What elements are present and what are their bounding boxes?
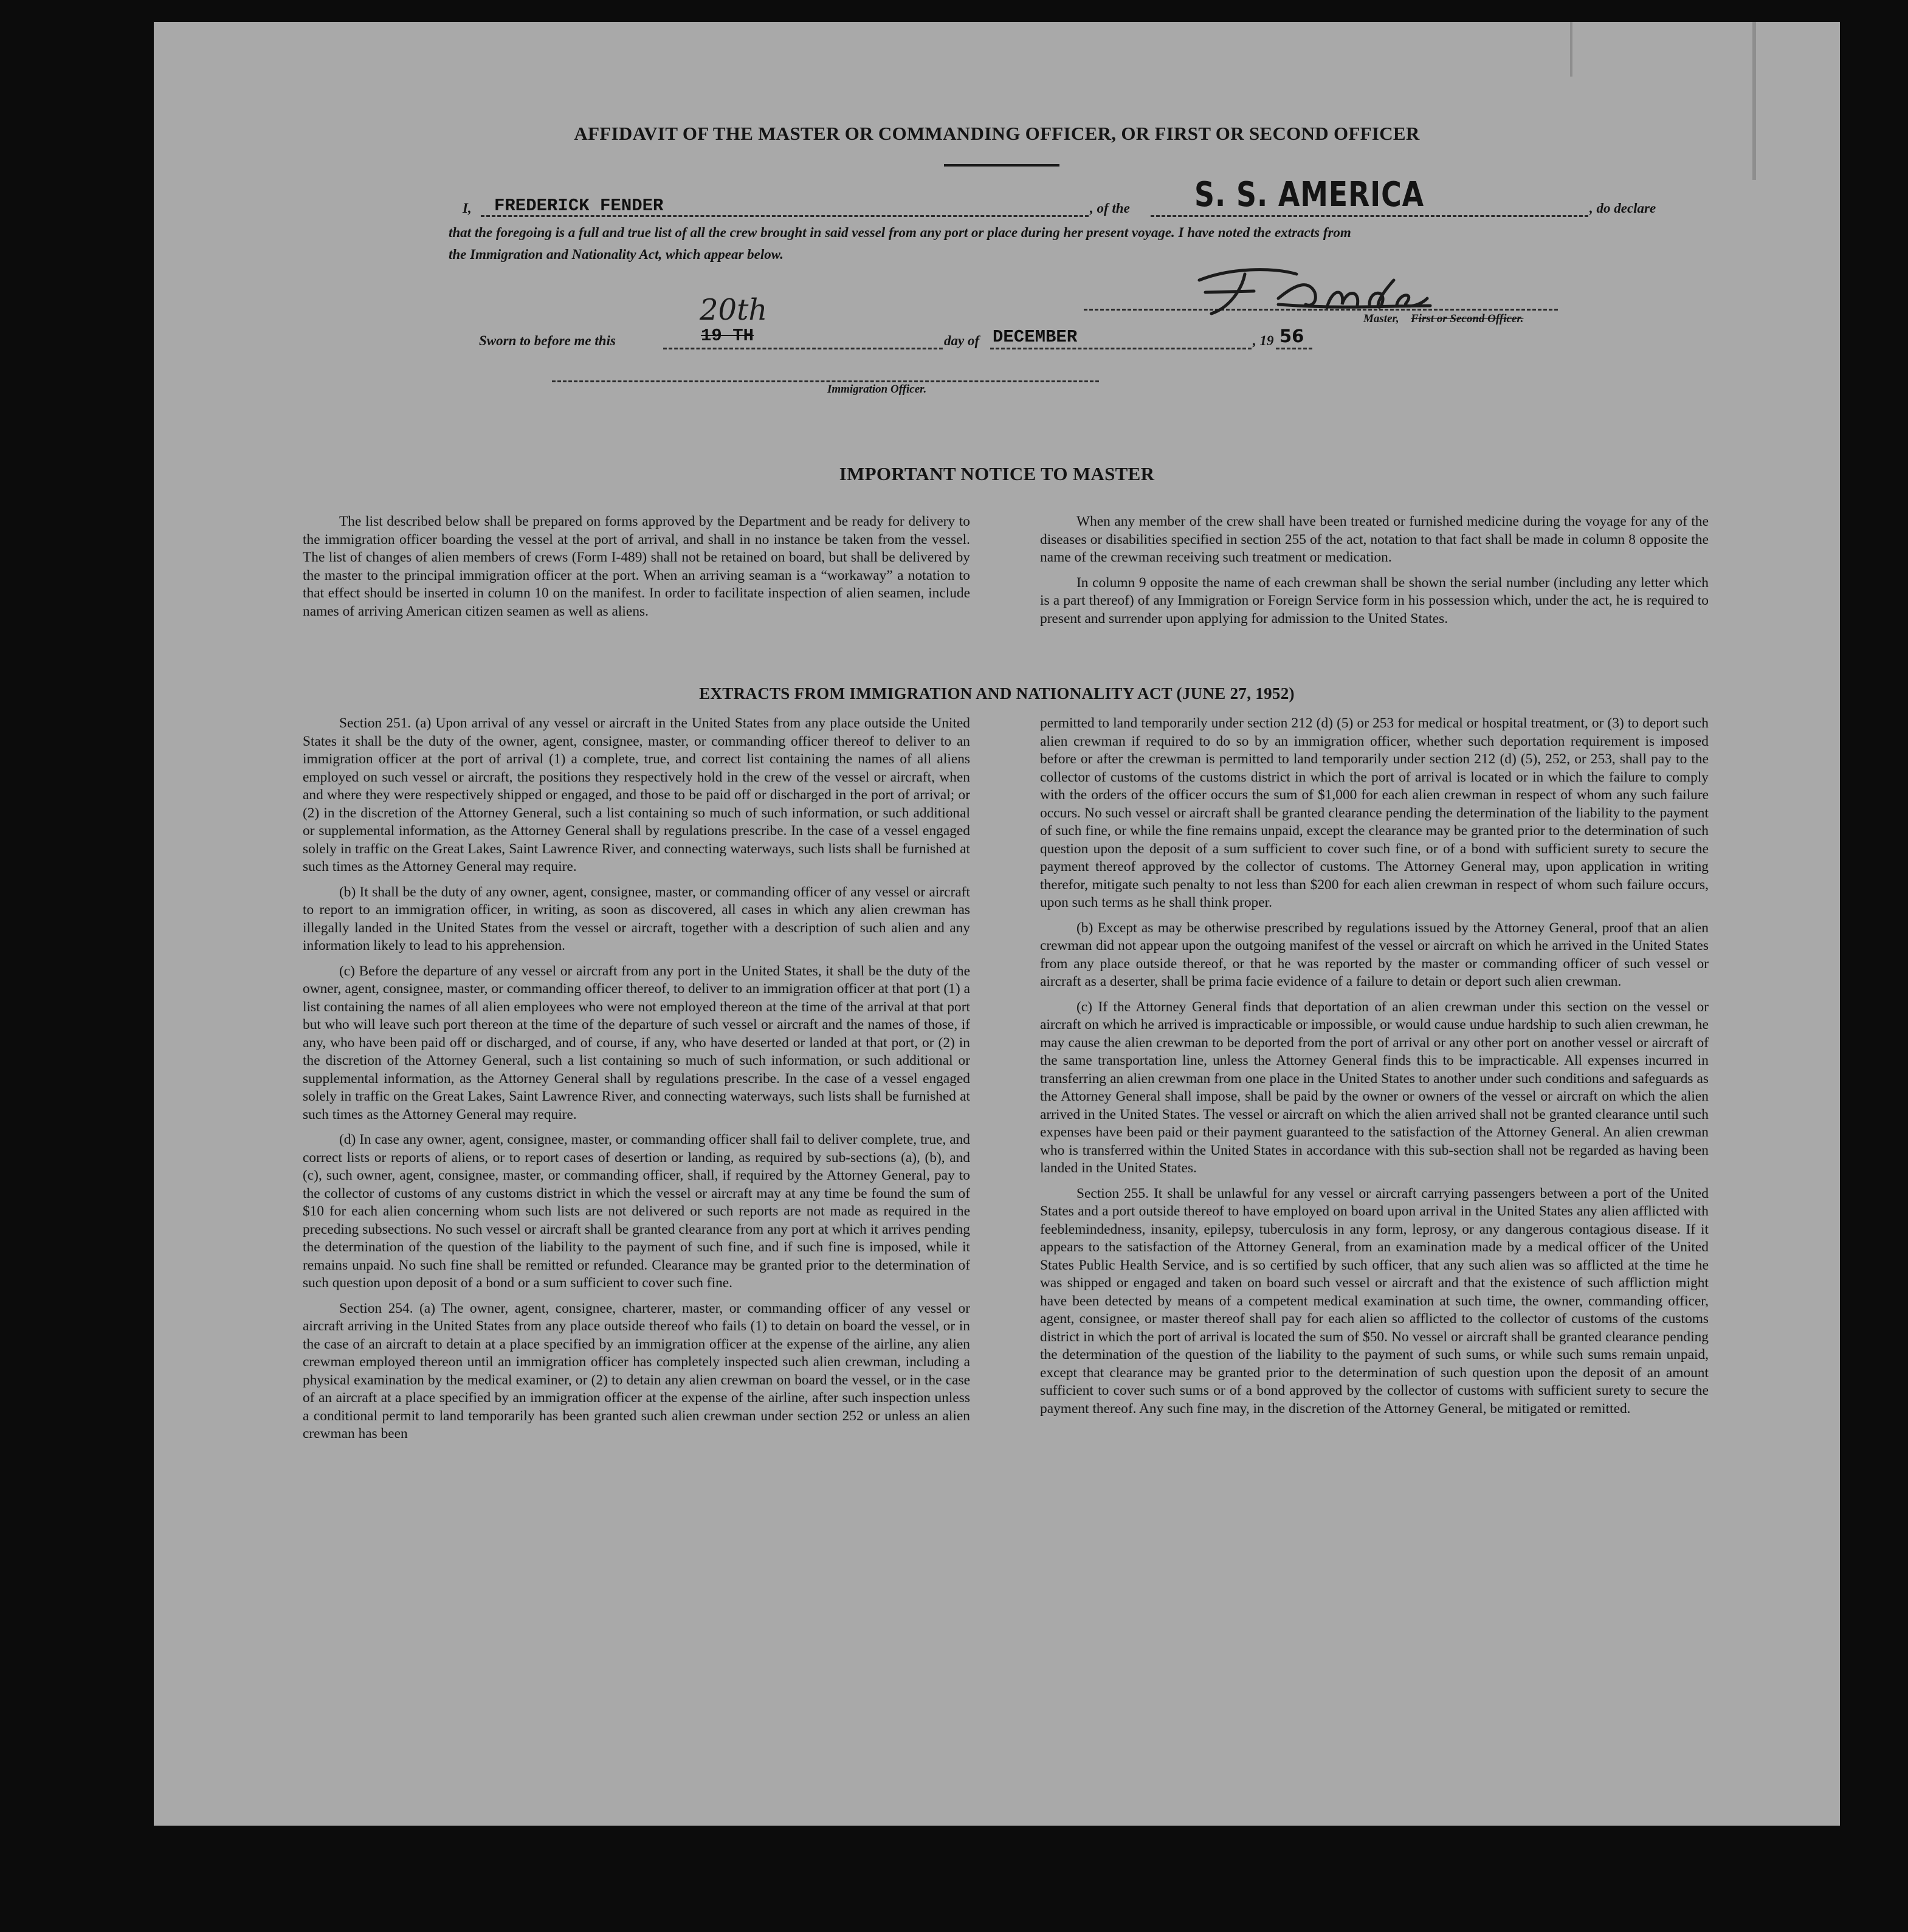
do-declare-label: , do declare <box>1589 201 1656 216</box>
scan-artifact <box>1570 22 1572 77</box>
notice-title: IMPORTANT NOTICE TO MASTER <box>839 463 1155 484</box>
vessel-name: S. S. AMERICA <box>1194 175 1424 215</box>
immigration-officer-line <box>552 379 1099 382</box>
act-section-251a: Section 251. (a) Upon arrival of any vessel or aircraft in the United States from any place outside the United States it shall be the duty of the owner, agent, consignee, master, or commanding officer thereof to deliver to an immigration officer at the port of arrival (1) a complete, true, and correct list containing the names of all aliens employed on such vessel or aircraft, the positions they respectively hold in the crew of the vessel or aircraft, when and where they were respectively shipped or engaged, and those to be paid off or discharged in the port of arrival; or (2) in the discretion of the Attorney General, such a list containing so much of such information, or such additional or supplemental information, as the Attorney General shall by regulations prescribe. In the case of a vessel engaged solely in traffic on the Great Lakes, Saint Lawrence River, and connecting waterways, such lists shall be furnished at such times as the Attorney General may require. <box>303 715 970 875</box>
master-name: FREDERICK FENDER <box>494 196 664 216</box>
extracts-right-column <box>1040 715 1709 1425</box>
act-section-254a-continued: permitted to land temporarily under section 212 (d) (5) or 253 for medical or hospital treatment, or (3) to deport such alien crewman if required to do so by an immigration officer, whether such deportation requirement is imposed before or after the crewman is permitted to land temporarily under section 212 (d) (5), 252, or 253, shall pay to the collector of customs of the customs district in which the port of arrival is located or in which the failure to comply with the orders of the officer occurs the sum of $1,000 for each alien crewman in respect of whom any such failure occurs. No such vessel or aircraft shall be granted clearance pending the determination of the liability to the payment of such fine, or while the fine remains unpaid, except the clearance may be granted prior to the determination of such question upon the deposit of a sum sufficient to cover such fine, or of a bond with sufficient surety to secure the payment thereof approved by the collector of customs. The Attorney General may, upon application in writing therefor, mitigate such penalty to not less than $200 for each alien crewman in respect of whom such failure occurs, upon such terms as he shall think proper. <box>1040 715 1709 910</box>
sworn-day-fill-line <box>663 346 943 349</box>
sworn-label: Sworn to before me this <box>479 333 616 348</box>
title-divider <box>944 164 1059 167</box>
act-section-251c: (c) Before the departure of any vessel or aircraft from any port in the United States, it shall be the duty of the owner, agent, consignee, master, or commanding officer thereof, to deliver to an immigration officer at that port (1) a list containing the names of all alien employees who were not employed thereon at the time of the arrival at that port but who will leave such port thereon at the time of the departure of such vessel or aircraft and the names of those, if any, who have been paid off or discharged, and of course, if any, who have deserted or landed at that port, or (2) in the discretion of the Attorney General, such a list containing so much of such information, or such additional or supplemental information, as the Attorney General shall by regulations prescribe. In the case of a vessel engaged solely in traffic on the Great Lakes, Saint Lawrence River, and connecting waterways, such lists shall be furnished at such times as the Attorney General may require. <box>303 963 970 1122</box>
act-section-254c: (c) If the Attorney General finds that deportation of an alien crewman under this section on the vessel or aircraft on which he arrived is impracticable or impossible, or would cause undue hardship to such alien crewman, he may cause the alien crewman to be deported from the port of arrival or any other port on another vessel or aircraft of the same transportation line, unless the Attorney General finds this to be impracticable. All expenses incurred in transferring an alien crewman from one place in the United States to another under such conditions and safeguards as the Attorney General shall impose, shall be paid by the owner or owners of the vessel or aircraft on which the alien arrived in the United States. The vessel or aircraft on which the alien arrived shall not be granted clearance until such expenses have been paid or their payment guaranteed to the satisfaction of the Attorney General. An alien crewman who is transferred within the United States in accordance with this sub-section shall not be regarded as having been landed in the United States. <box>1040 999 1709 1176</box>
notice-left-column <box>303 513 970 628</box>
signature-label-master: Master, <box>1363 312 1399 325</box>
notice-right-column <box>1040 513 1709 635</box>
signature-image <box>1187 256 1442 323</box>
immigration-officer-label: Immigration Officer. <box>827 383 927 396</box>
signature-label-struck: First or Second Officer. <box>1411 312 1524 325</box>
sworn-day-handwritten: 20th <box>700 293 768 327</box>
act-section-254b: (b) Except as may be otherwise prescribed by regulations issued by the Attorney General, proof that an alien crewman did not appear upon the outgoing manifest of the vessel or aircraft on which he arrived in the United States from any place outside thereof, or that he was reported by the master or commanding officer of such vessel or aircraft as a deserter, shall be prima facie evidence of a failure to detain or deport such alien crewman. <box>1040 920 1709 989</box>
year-fill-line <box>1276 346 1312 349</box>
extracts-title: EXTRACTS FROM IMMIGRATION AND NATIONALITY ACT (JUNE 27, 1952) <box>699 684 1295 703</box>
sworn-day-typed: 19 TH <box>701 326 754 346</box>
scan-artifact <box>1752 22 1756 180</box>
act-section-251b: (b) It shall be the duty of any owner, agent, consignee, master, or commanding officer of any vessel or aircraft to report to an immigration officer, in writing, as soon as discovered, all cases in which any alien crewman has illegally landed in the United States from the vessel or aircraft, together with a description of such alien and any information likely to lead to his apprehension. <box>303 884 970 954</box>
document-sheet <box>154 22 1840 1826</box>
sworn-month: DECEMBER <box>993 327 1078 347</box>
affidavit-title: AFFIDAVIT OF THE MASTER OR COMMANDING OFFICER, OR FIRST OR SECOND OFFICER <box>574 123 1420 144</box>
of-the-label: , of the <box>1090 201 1130 216</box>
act-section-251d: (d) In case any owner, agent, consignee, master, or commanding officer shall fail to deliver complete, true, and correct lists or reports of aliens, or to report cases of desertion or landing, as required by sub-sections (a), (b), and (c), such owner, agent, consignee, master, or commanding officer, shall, if required by the Attorney General, pay to the collector of customs of any customs district in which the vessel or aircraft may at any time be found the sum of $10 for each alien concerning whom such lists are not delivered or such reports are not made as required in the preceding subsections. No such vessel or aircraft shall be granted clearance from any port at which it arrives pending the determination of the question of the liability to the payment of such fine, and if such fine is imposed, while it remains unpaid. No such fine shall be remitted or refunded. Clearance may be granted prior to the determination of such question upon deposit of a bond or a sum sufficient to cover such fine. <box>303 1132 970 1291</box>
act-section-255: Section 255. It shall be unlawful for any vessel or aircraft carrying passengers between a port of the United States and a port outside thereof to have employed on board upon arrival in the United States any alien afflicted with feeblemindedness, insanity, epilepsy, tuberculosis in any form, leprosy, or any dangerous contagious disease. If it appears to the satisfaction of the Attorney General, from an examination made by a medical officer of the United States Public Health Service, and is so certified by such officer, that any such alien was so afflicted at the time he was shipped or engaged and taken on board such vessel or aircraft and that the existence of such affliction might have been detected by means of a competent medical examination at such time, the owner, commanding officer, agent, consignee, or master thereof shall pay for each alien so afflicted to the collector of customs of the customs district in which the port of arrival is located the sum of $50. No vessel or aircraft shall be granted clearance pending the determination of the question of the liability to the payment of such sums, or while such sums remain unpaid, except that clearance may be granted prior to the determination of such question upon the deposit of an amount sufficient to cover such sums or of a bond approved by the collector of customs with sufficient surety to secure the payment thereof. Any such fine may, in the discretion of the Attorney General, be mitigated or remitted. <box>1040 1185 1709 1417</box>
notice-paragraph: The list described below shall be prepared on forms approved by the Department and be ready for delivery to the immigration officer boarding the vessel at the port of arrival, and shall in no instance be taken from the vessel. The list of changes of alien members of crews (Form I-489) shall not be retained on board, but shall be delivered by the master to the principal immigration officer at the port. When an arriving seaman is a “workaway” a notation to that effect should be inserted in column 10 on the manifest. In order to facilitate inspection of alien seamen, include names of arriving American citizen seamen as well as aliens. <box>303 514 970 619</box>
notice-paragraph: When any member of the crew shall have been treated or furnished medicine during the voyage for any of the diseases or disabilities specified in section 255 of the act, notation to that fact shall be made in column 8 opposite the name of the crewman receiving such treatment or medication. <box>1040 514 1709 565</box>
year-prefix: , 19 <box>1253 333 1274 348</box>
act-section-254a: Section 254. (a) The owner, agent, consignee, charterer, master, or commanding officer of any vessel or aircraft arriving in the United States from any place outside thereof who fails (1) to detain on board the vessel, or in the case of an aircraft to detain at a place specified by an immigration officer at the expense of the airline, any alien crewman employed thereon until an immigration officer has completely inspected such alien crewman, including a physical examination by the medical examiner, or (2) to detain any alien crewman on board the vessel, or in the case of an aircraft at a place specified by an immigration officer at the expense of the airline, after such inspection unless a conditional permit to land temporarily has been granted such alien crewman under section 252 or unless an alien crewman has been <box>303 1300 970 1442</box>
extracts-left-column <box>303 715 970 1451</box>
notice-paragraph: In column 9 opposite the name of each crewman shall be shown the serial number (including any letter which is a part thereof) of any Immigration or Foreign Service form in his possession which, under the act, he is required to present and surrender upon applying for admission to the United States. <box>1040 574 1709 627</box>
sworn-year: 56 <box>1279 326 1304 346</box>
statement-line-2: the Immigration and Nationality Act, which appear below. <box>449 247 784 262</box>
day-of-label: day of <box>944 333 980 348</box>
statement-line-1: that the foregoing is a full and true list of all the crew brought in said vessel from any port or place during her present voyage. I have noted the extracts from <box>449 225 1351 240</box>
declaration-prefix: I, <box>463 201 472 216</box>
